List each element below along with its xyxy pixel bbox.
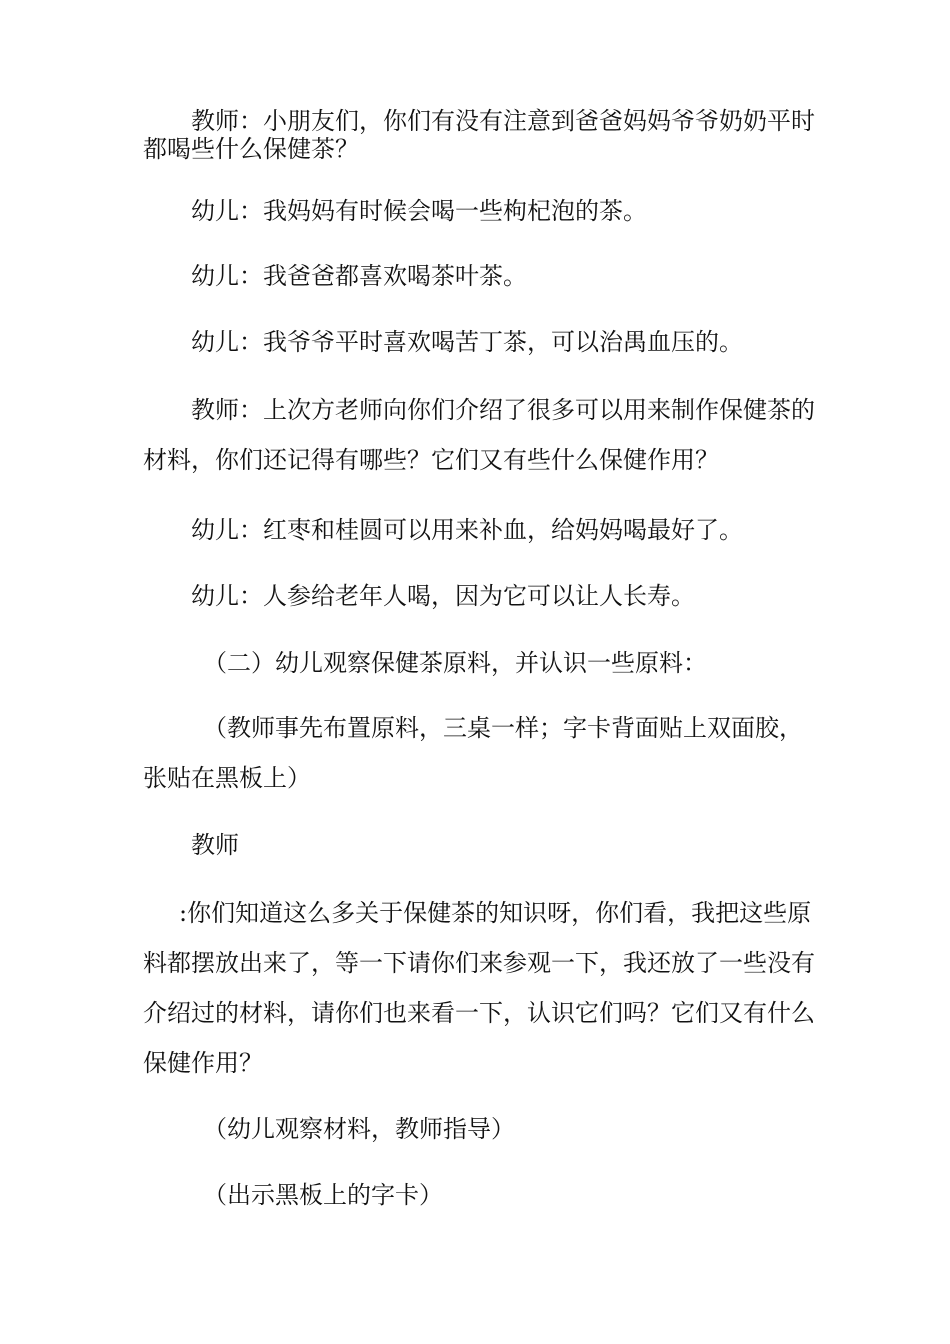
paragraph-child-answer-2: 幼儿：我爸爸都喜欢喝茶叶茶。 <box>191 262 527 290</box>
paragraph-child-answer-1: 幼儿：我妈妈有时候会喝一些枸杞泡的茶。 <box>191 197 647 225</box>
section-heading-observe: （二）幼儿观察保健茶原料，并认识一些原料： <box>203 649 707 677</box>
paragraph-teacher-introduction: :你们知道这么多关于保健茶的知识呀，你们看，我把这些原料都摆放出来了，等一下请你们来参观一下，我还放了一些没有介绍过的材料，请你们也来看一下，认识它们吗？它们又有什么保健作用？ <box>143 899 815 1077</box>
paragraph-teacher-review: 教师：上次方老师向你们介绍了很多可以用来制作保健茶的材料，你们还记得有哪些？它们又有些什么保健作用？ <box>143 396 815 474</box>
paragraph-child-answer-4: 幼儿：红枣和桂圆可以用来补血，给妈妈喝最好了。 <box>191 516 743 544</box>
paragraph-observe-materials: （幼儿观察材料，教师指导） <box>203 1115 515 1143</box>
paragraph-teacher-label: 教师 <box>191 831 239 859</box>
paragraph-teacher-question: 教师：小朋友们，你们有没有注意到爸爸妈妈爷爷奶奶平时都喝些什么保健茶？ <box>143 107 815 163</box>
paragraph-show-cards: （出示黑板上的字卡） <box>203 1181 443 1209</box>
paragraph-preparation-note: （教师事先布置原料，三桌一样；字卡背面贴上双面胶，张贴在黑板上） <box>143 714 803 792</box>
paragraph-child-answer-3: 幼儿：我爷爷平时喜欢喝苦丁茶，可以治禺血压的。 <box>191 328 743 356</box>
paragraph-child-answer-5: 幼儿：人参给老年人喝，因为它可以让人长寿。 <box>191 582 695 610</box>
